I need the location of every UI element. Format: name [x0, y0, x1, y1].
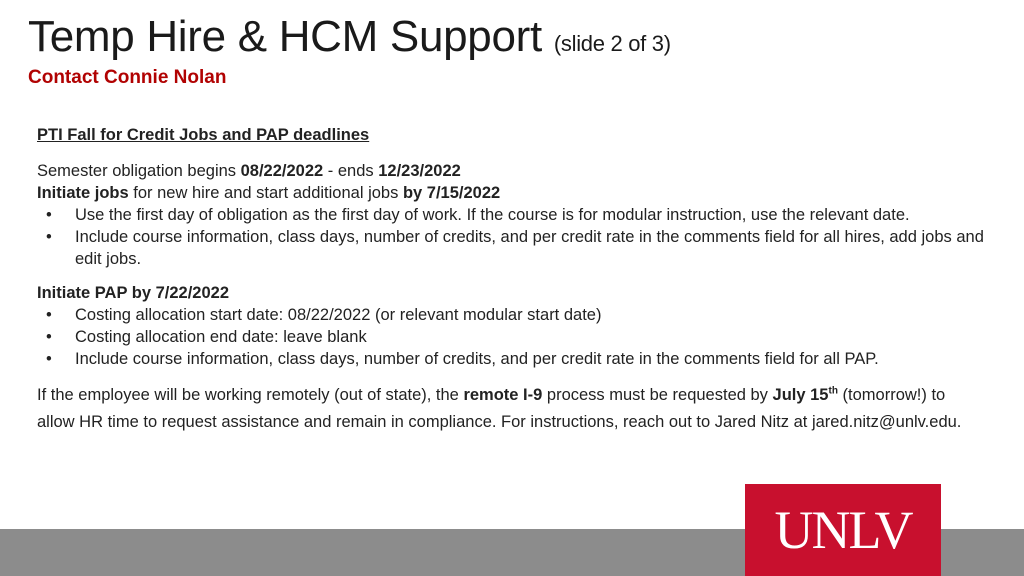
initiate-jobs-label: Initiate jobs	[37, 184, 129, 202]
remote-deadline-date: July 15	[772, 386, 829, 404]
jobs-bullet-list	[37, 204, 987, 270]
list-item: • Include course information, class days, number of credits, and per credit rate in the comments field for all PAP.	[37, 348, 987, 370]
list-item: • Costing allocation start date: 08/22/2022 (or relevant modular start date)	[37, 304, 987, 326]
remote-i9-paragraph	[37, 382, 987, 436]
initiate-jobs-deadline: by 7/15/2022	[402, 184, 501, 202]
unlv-logo	[745, 484, 941, 576]
remote-part3: (tomorrow!) to allow HR time to request assistance and remain in compliance. For instructions, reach out to Jared Nitz at	[37, 386, 946, 431]
list-item: • Include course information, class days, number of credits, and per credit rate in the comments field for all hires, add jobs and edit jobs.	[37, 226, 987, 270]
semester-prefix: Semester obligation begins	[37, 162, 241, 180]
contact-subtitle: Contact Connie Nolan	[28, 67, 227, 88]
slide-title	[28, 12, 671, 62]
remote-part2: process must be requested by	[542, 386, 773, 404]
list-item: • Use the first day of obligation as the first day of work. If the course is for modular instruction, use the relevant date.	[37, 204, 987, 226]
logo-text: UNLV	[774, 500, 912, 560]
remote-part1: If the employee will be working remotely (out of state), the	[37, 386, 464, 404]
list-item: • Costing allocation end date: leave blank	[37, 326, 987, 348]
slide-content	[37, 124, 987, 436]
initiate-pap-label: Initiate PAP by 7/22/2022	[37, 284, 229, 302]
semester-middle: - ends	[323, 162, 379, 180]
remote-end: .	[956, 413, 962, 431]
title-text: Temp Hire & HCM Support	[28, 12, 542, 61]
remote-i9-term: remote I-9	[463, 386, 543, 404]
email-link[interactable]: jared.nitz@unlv.edu	[811, 413, 957, 431]
section-heading: PTI Fall for Credit Jobs and PAP deadlines	[37, 126, 370, 144]
pap-bullet-list	[37, 304, 987, 370]
semester-line	[37, 160, 987, 182]
initiate-jobs-line	[37, 182, 987, 204]
semester-begin-date: 08/22/2022	[240, 162, 324, 180]
remote-deadline-sup: th	[828, 385, 838, 397]
remote-deadline	[773, 386, 838, 404]
semester-end-date: 12/23/2022	[378, 162, 461, 180]
initiate-jobs-middle: for new hire and start additional jobs	[128, 184, 403, 202]
slide-indicator: (slide 2 of 3)	[553, 31, 671, 56]
initiate-pap-line	[37, 282, 987, 304]
